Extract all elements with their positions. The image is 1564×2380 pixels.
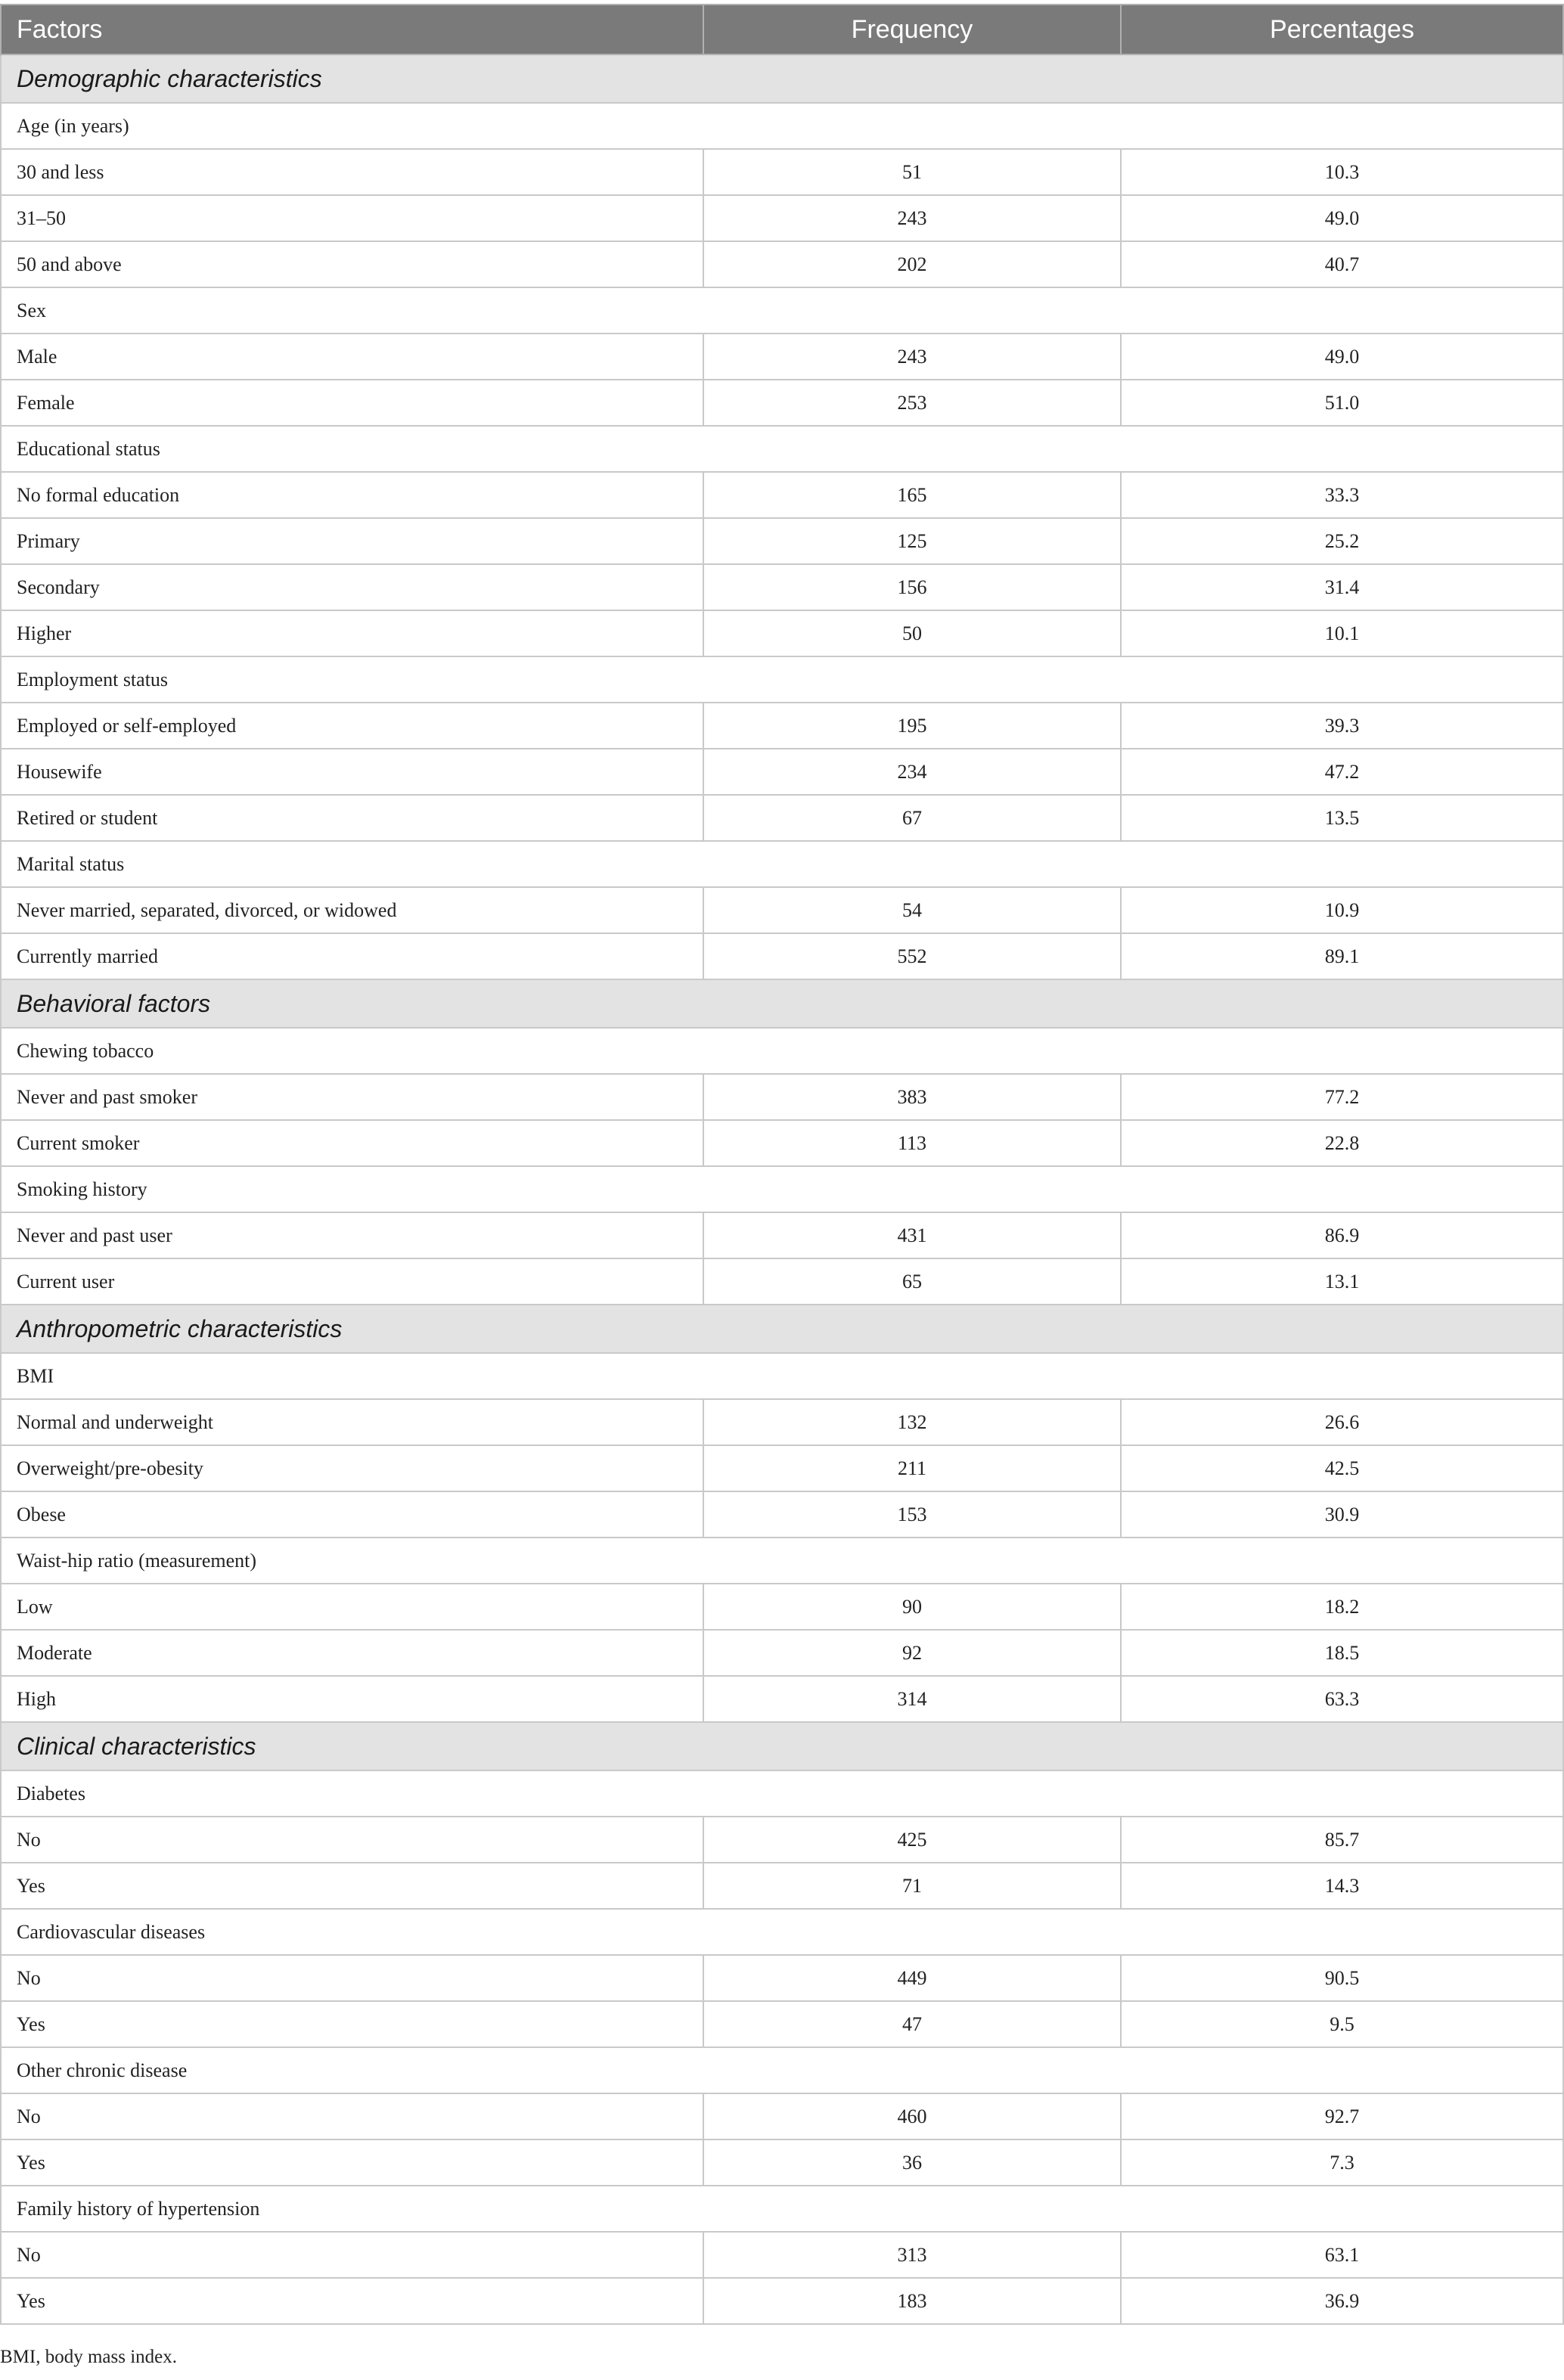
group-label: Cardiovascular diseases	[1, 1909, 1563, 1955]
percentage-cell: 42.5	[1121, 1445, 1563, 1491]
row-label: No	[1, 1817, 703, 1863]
table-row	[1, 887, 1563, 933]
table-row	[1, 1120, 1563, 1166]
group-row	[1, 841, 1563, 887]
frequency-cell: 313	[703, 2232, 1121, 2278]
frequency-cell: 552	[703, 933, 1121, 979]
table-row	[1, 241, 1563, 287]
group-label: Smoking history	[1, 1166, 1563, 1212]
table-row	[1, 1584, 1563, 1630]
group-label: BMI	[1, 1353, 1563, 1399]
percentage-cell: 10.9	[1121, 887, 1563, 933]
percentage-cell: 10.1	[1121, 610, 1563, 656]
table-row	[1, 149, 1563, 195]
frequency-cell: 132	[703, 1399, 1121, 1445]
frequency-cell: 243	[703, 334, 1121, 380]
frequency-cell: 156	[703, 564, 1121, 610]
table-row	[1, 564, 1563, 610]
table-row	[1, 703, 1563, 749]
frequency-cell: 425	[703, 1817, 1121, 1863]
row-label: Yes	[1, 2140, 703, 2186]
table-row	[1, 1074, 1563, 1120]
row-label: Yes	[1, 1863, 703, 1909]
row-label: Yes	[1, 2278, 703, 2324]
percentage-cell: 18.2	[1121, 1584, 1563, 1630]
table-row	[1, 334, 1563, 380]
row-label: 30 and less	[1, 149, 703, 195]
section-row	[1, 54, 1563, 103]
row-label: Never and past smoker	[1, 1074, 703, 1120]
table-row	[1, 2140, 1563, 2186]
table-row	[1, 1445, 1563, 1491]
table-footnote: BMI, body mass index.	[0, 2347, 178, 2367]
factors-table	[0, 4, 1564, 2325]
header-percentages: Percentages	[1121, 5, 1563, 54]
row-label: Employed or self-employed	[1, 703, 703, 749]
frequency-cell: 195	[703, 703, 1121, 749]
percentage-cell: 77.2	[1121, 1074, 1563, 1120]
percentage-cell: 90.5	[1121, 1955, 1563, 2001]
percentage-cell: 14.3	[1121, 1863, 1563, 1909]
group-label: Age (in years)	[1, 103, 1563, 149]
section-title: Anthropometric characteristics	[1, 1305, 1563, 1353]
percentage-cell: 36.9	[1121, 2278, 1563, 2324]
table-row	[1, 749, 1563, 795]
frequency-cell: 449	[703, 1955, 1121, 2001]
table-row	[1, 2278, 1563, 2324]
frequency-cell: 36	[703, 2140, 1121, 2186]
group-row	[1, 287, 1563, 334]
table-row	[1, 380, 1563, 426]
row-label: Moderate	[1, 1630, 703, 1676]
frequency-cell: 383	[703, 1074, 1121, 1120]
frequency-cell: 50	[703, 610, 1121, 656]
section-row	[1, 1305, 1563, 1353]
data-table-container	[0, 4, 1562, 2325]
table-row	[1, 1258, 1563, 1305]
frequency-cell: 314	[703, 1676, 1121, 1722]
percentage-cell: 13.1	[1121, 1258, 1563, 1305]
percentage-cell: 7.3	[1121, 2140, 1563, 2186]
percentage-cell: 22.8	[1121, 1120, 1563, 1166]
group-label: Diabetes	[1, 1770, 1563, 1817]
table-body	[1, 54, 1563, 2324]
header-row	[1, 5, 1563, 54]
table-row	[1, 1630, 1563, 1676]
frequency-cell: 67	[703, 795, 1121, 841]
percentage-cell: 10.3	[1121, 149, 1563, 195]
frequency-cell: 47	[703, 2001, 1121, 2047]
percentage-cell: 39.3	[1121, 703, 1563, 749]
section-title: Clinical characteristics	[1, 1722, 1563, 1770]
percentage-cell: 63.1	[1121, 2232, 1563, 2278]
row-label: Secondary	[1, 564, 703, 610]
row-label: No	[1, 2232, 703, 2278]
frequency-cell: 202	[703, 241, 1121, 287]
table-row	[1, 1212, 1563, 1258]
group-row	[1, 656, 1563, 703]
row-label: Housewife	[1, 749, 703, 795]
table-row	[1, 472, 1563, 518]
group-row	[1, 1909, 1563, 1955]
header-frequency: Frequency	[703, 5, 1121, 54]
percentage-cell: 86.9	[1121, 1212, 1563, 1258]
group-label: Family history of hypertension	[1, 2186, 1563, 2232]
table-row	[1, 795, 1563, 841]
group-label: Employment status	[1, 656, 1563, 703]
percentage-cell: 26.6	[1121, 1399, 1563, 1445]
group-label: Sex	[1, 287, 1563, 334]
group-label: Chewing tobacco	[1, 1028, 1563, 1074]
group-row	[1, 2186, 1563, 2232]
row-label: Currently married	[1, 933, 703, 979]
percentage-cell: 89.1	[1121, 933, 1563, 979]
percentage-cell: 31.4	[1121, 564, 1563, 610]
row-label: No	[1, 2093, 703, 2140]
group-row	[1, 1770, 1563, 1817]
row-label: Never married, separated, divorced, or widowed	[1, 887, 703, 933]
row-label: Current smoker	[1, 1120, 703, 1166]
section-row	[1, 979, 1563, 1028]
group-row	[1, 1353, 1563, 1399]
percentage-cell: 33.3	[1121, 472, 1563, 518]
row-label: 50 and above	[1, 241, 703, 287]
row-label: Overweight/pre-obesity	[1, 1445, 703, 1491]
percentage-cell: 63.3	[1121, 1676, 1563, 1722]
frequency-cell: 90	[703, 1584, 1121, 1630]
row-label: Female	[1, 380, 703, 426]
percentage-cell: 25.2	[1121, 518, 1563, 564]
row-label: Never and past user	[1, 1212, 703, 1258]
percentage-cell: 18.5	[1121, 1630, 1563, 1676]
row-label: No	[1, 1955, 703, 2001]
row-label: Yes	[1, 2001, 703, 2047]
percentage-cell: 40.7	[1121, 241, 1563, 287]
row-label: Current user	[1, 1258, 703, 1305]
frequency-cell: 253	[703, 380, 1121, 426]
section-row	[1, 1722, 1563, 1770]
table-row	[1, 2001, 1563, 2047]
percentage-cell: 13.5	[1121, 795, 1563, 841]
row-label: Normal and underweight	[1, 1399, 703, 1445]
frequency-cell: 54	[703, 887, 1121, 933]
frequency-cell: 51	[703, 149, 1121, 195]
group-row	[1, 1166, 1563, 1212]
section-title: Demographic characteristics	[1, 54, 1563, 103]
percentage-cell: 9.5	[1121, 2001, 1563, 2047]
percentage-cell: 51.0	[1121, 380, 1563, 426]
group-label: Marital status	[1, 841, 1563, 887]
frequency-cell: 125	[703, 518, 1121, 564]
row-label: Obese	[1, 1491, 703, 1538]
row-label: No formal education	[1, 472, 703, 518]
table-row	[1, 1676, 1563, 1722]
frequency-cell: 165	[703, 472, 1121, 518]
table-row	[1, 518, 1563, 564]
frequency-cell: 92	[703, 1630, 1121, 1676]
row-label: Retired or student	[1, 795, 703, 841]
row-label: High	[1, 1676, 703, 1722]
table-row	[1, 1817, 1563, 1863]
group-row	[1, 1538, 1563, 1584]
group-row	[1, 426, 1563, 472]
group-row	[1, 103, 1563, 149]
table-row	[1, 1863, 1563, 1909]
table-row	[1, 1955, 1563, 2001]
section-title: Behavioral factors	[1, 979, 1563, 1028]
group-row	[1, 2047, 1563, 2093]
frequency-cell: 431	[703, 1212, 1121, 1258]
frequency-cell: 153	[703, 1491, 1121, 1538]
row-label: Male	[1, 334, 703, 380]
row-label: Higher	[1, 610, 703, 656]
row-label: Low	[1, 1584, 703, 1630]
group-label: Other chronic disease	[1, 2047, 1563, 2093]
table-row	[1, 933, 1563, 979]
frequency-cell: 460	[703, 2093, 1121, 2140]
table-header	[1, 5, 1563, 54]
frequency-cell: 183	[703, 2278, 1121, 2324]
percentage-cell: 47.2	[1121, 749, 1563, 795]
table-row	[1, 2093, 1563, 2140]
frequency-cell: 65	[703, 1258, 1121, 1305]
frequency-cell: 243	[703, 195, 1121, 241]
frequency-cell: 71	[703, 1863, 1121, 1909]
row-label: Primary	[1, 518, 703, 564]
percentage-cell: 92.7	[1121, 2093, 1563, 2140]
row-label: 31–50	[1, 195, 703, 241]
header-factors: Factors	[1, 5, 703, 54]
table-row	[1, 195, 1563, 241]
frequency-cell: 211	[703, 1445, 1121, 1491]
percentage-cell: 49.0	[1121, 334, 1563, 380]
percentage-cell: 49.0	[1121, 195, 1563, 241]
group-label: Waist-hip ratio (measurement)	[1, 1538, 1563, 1584]
group-row	[1, 1028, 1563, 1074]
percentage-cell: 30.9	[1121, 1491, 1563, 1538]
frequency-cell: 234	[703, 749, 1121, 795]
frequency-cell: 113	[703, 1120, 1121, 1166]
percentage-cell: 85.7	[1121, 1817, 1563, 1863]
table-row	[1, 2232, 1563, 2278]
table-row	[1, 1399, 1563, 1445]
group-label: Educational status	[1, 426, 1563, 472]
table-row	[1, 1491, 1563, 1538]
table-row	[1, 610, 1563, 656]
